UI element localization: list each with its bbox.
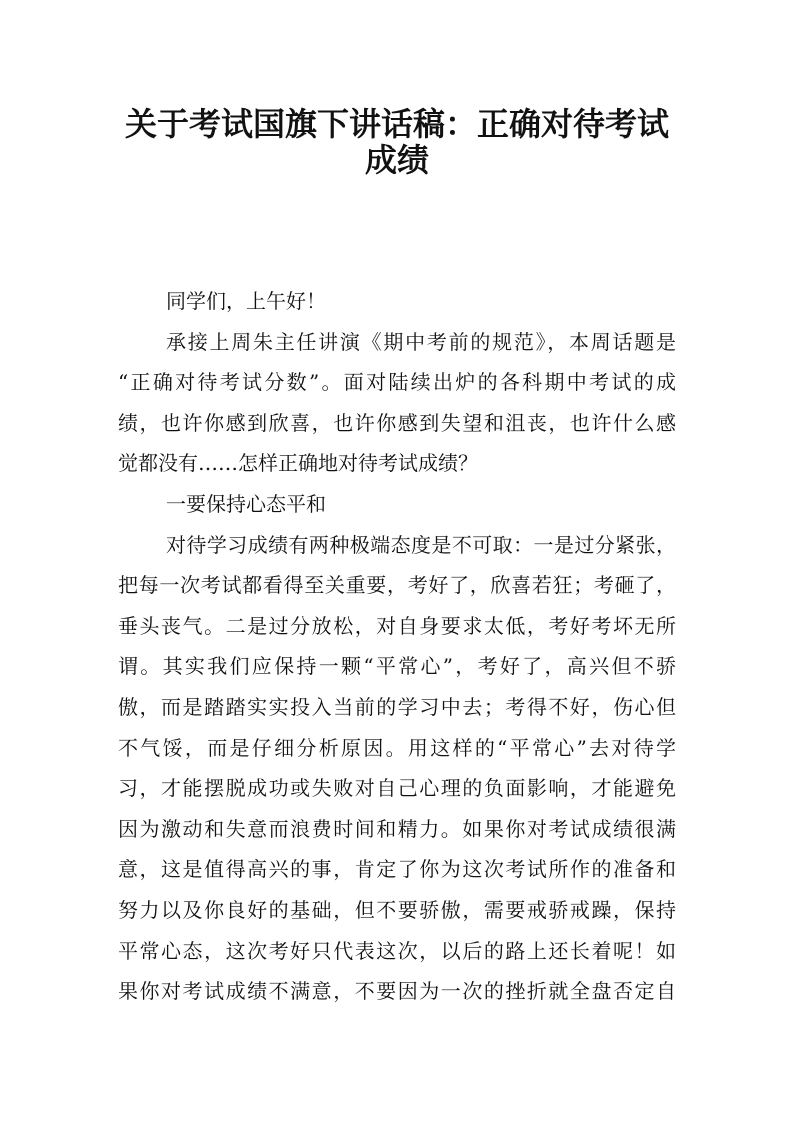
title-line: 关于考试国旗下讲话稿：正确对待考试: [124, 105, 669, 143]
section-heading: [118, 484, 676, 525]
title-line: 成绩: [364, 141, 429, 179]
paragraph-intro: [118, 322, 676, 484]
text-line: 同学们，上午好！: [166, 289, 326, 313]
text-line: 承接上周朱主任讲演《期中考前的规范》，本周话题是: [166, 329, 676, 354]
paragraph-greeting: [118, 281, 676, 322]
document-body: [118, 281, 676, 1012]
text-line: 一要保持心态平和: [166, 491, 326, 516]
text-line: 努力以及你良好的基础，但不要骄傲，需要戒骄戒躁，保持: [118, 897, 676, 922]
text-line: 平常心态，这次考好只代表这次，以后的路上还长着呢！如: [118, 938, 676, 963]
text-line: 习，才能摆脱成功或失败对自己心理的负面影响，才能避免: [118, 776, 676, 801]
text-line: 把每一次考试都看得至关重要，考好了，欣喜若狂；考砸了，: [118, 573, 676, 598]
text-line: 垂头丧气。二是过分放松，对自身要求太低，考好考坏无所: [118, 613, 676, 638]
text-line: 觉都没有……怎样正确地对待考试成绩？: [118, 451, 478, 476]
text-line: 不气馁，而是仔细分析原因。用这样的“平常心”去对待学: [118, 735, 676, 760]
text-line: 意，这是值得高兴的事，肯定了你为这次考试所作的准备和: [118, 857, 676, 882]
text-line: 绩，也许你感到欣喜，也许你感到失望和沮丧，也许什么感: [118, 410, 676, 435]
paragraph-body: [118, 525, 676, 1012]
text-line: 傲，而是踏踏实实投入当前的学习中去；考得不好，伤心但: [118, 694, 676, 719]
text-line: 对待学习成绩有两种极端态度是不可取：一是过分紧张，: [166, 532, 676, 557]
text-line: “正确对待考试分数”。面对陆续出炉的各科期中考试的成: [118, 370, 676, 395]
text-line: 谓。其实我们应保持一颗“平常心”，考好了，高兴但不骄: [118, 654, 676, 679]
text-line: 果你对考试成绩不满意，不要因为一次的挫折就全盘否定自: [118, 979, 676, 1004]
text-line: 因为激动和失意而浪费时间和精力。如果你对考试成绩很满: [118, 816, 676, 841]
